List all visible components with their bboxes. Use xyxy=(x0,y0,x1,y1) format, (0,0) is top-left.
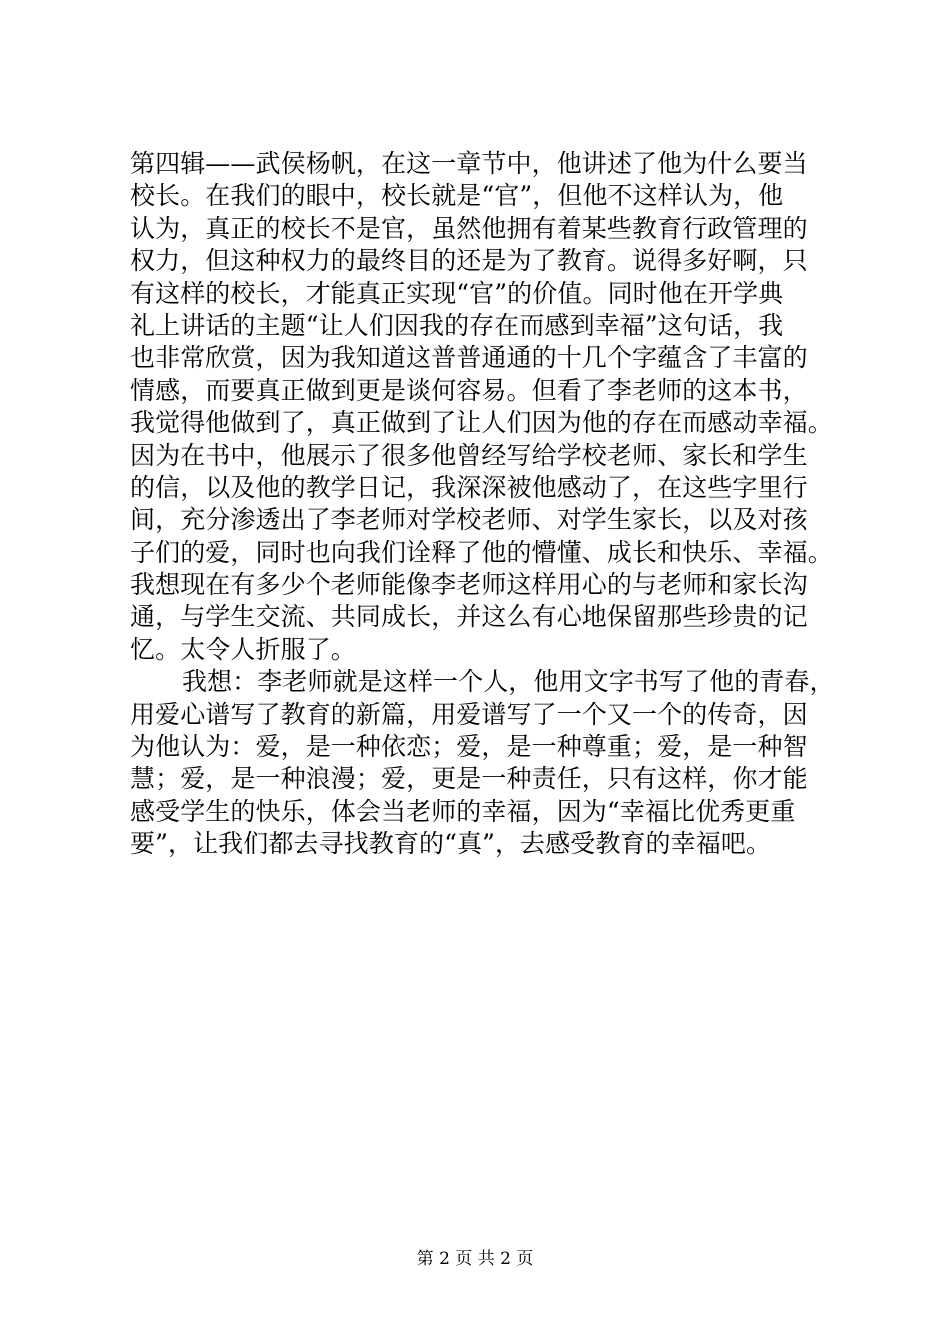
text-line: 我想：李老师就是这样一个人，他用文字书写了他的青春， xyxy=(182,667,835,697)
text-line: 我觉得他做到了，真正做到了让人们因为他的存在而感动幸福。 xyxy=(130,408,833,438)
text-line: 认为，真正的校长不是官，虽然他拥有着某些教育行政管理的 xyxy=(130,213,808,243)
text-line: 子们的爱，同时也向我们诠释了他的懵懂、成长和快乐、幸福。 xyxy=(130,537,833,567)
body-text xyxy=(130,148,835,861)
text-line: 权力，但这种权力的最终目的还是为了教育。说得多好啊，只 xyxy=(130,246,808,276)
text-line: 第四辑——武侯杨帆，在这一章节中，他讲述了他为什么要当 xyxy=(130,149,808,178)
text-line: 间，充分渗透出了李老师对学校老师、对学生家长，以及对孩 xyxy=(130,505,808,535)
text-line: 有这样的校长，才能真正实现“官”的价值。同时他在开学典 xyxy=(130,278,784,308)
text-line: 因为在书中，他展示了很多他曾经写给学校老师、家长和学生 xyxy=(130,440,808,470)
text-line: 慧；爱，是一种浪漫；爱，更是一种责任，只有这样，你才能 xyxy=(130,764,808,794)
text-line: 通，与学生交流、共同成长，并这么有心地保留那些珍贵的记 xyxy=(130,602,808,632)
text-line: 礼上讲话的主题“让人们因我的存在而感到幸福”这句话，我 xyxy=(130,310,784,340)
text-line: 感受学生的快乐，体会当老师的幸福，因为“幸福比优秀更重 xyxy=(130,796,796,826)
text-line: 为他认为：爱，是一种依恋；爱，是一种尊重；爱，是一种智 xyxy=(130,732,808,762)
text-line: 也非常欣赏，因为我知道这普普通通的十几个字蕴含了丰富的 xyxy=(130,343,808,373)
text-line: 用爱心谱写了教育的新篇，用爱谱写了一个又一个的传奇，因 xyxy=(130,699,808,729)
text-line: 忆。太令人折服了。 xyxy=(130,634,356,664)
text-line: 我想现在有多少个老师能像李老师这样用心的与老师和家长沟 xyxy=(130,570,808,600)
text-line: 要”，让我们都去寻找教育的“真”，去感受教育的幸福吧。 xyxy=(130,829,772,859)
text-line: 情感，而要真正做到更是谈何容易。但看了李老师的这本书， xyxy=(130,375,808,405)
text-line: 校长。在我们的眼中，校长就是“官”，但他不这样认为，他 xyxy=(130,181,784,211)
text-line: 的信，以及他的教学日记，我深深被他感动了，在这些字里行 xyxy=(130,472,808,502)
page-footer: 第 2 页 共 2 页 xyxy=(416,1249,534,1269)
